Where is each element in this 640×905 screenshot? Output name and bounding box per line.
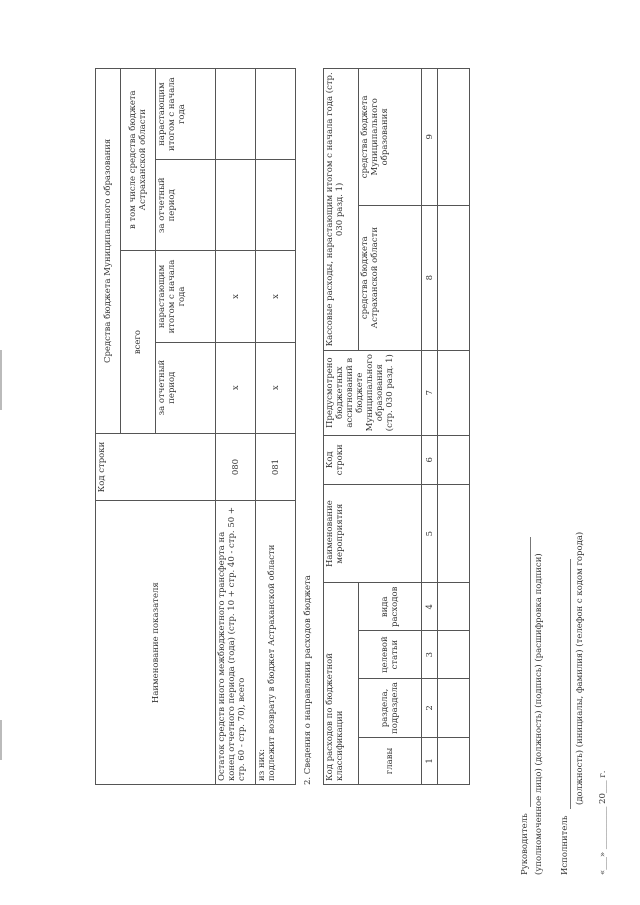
executor-label: Исполнитель <box>560 815 570 875</box>
header-total: всего <box>121 251 156 433</box>
row-080-value: x <box>216 342 256 433</box>
column-number: 1 <box>422 737 438 784</box>
header-razdel: раздела, подраздела <box>359 678 422 737</box>
empty-cell <box>438 631 470 679</box>
row-080-value: x <box>216 251 256 342</box>
row-080-code: 080 <box>216 433 256 501</box>
column-number: 2 <box>422 678 438 737</box>
header-glava: главы <box>359 737 422 784</box>
column-number: 4 <box>422 583 438 631</box>
header-name: Наименование показателя <box>96 501 216 785</box>
head-label: Руководитель <box>520 813 530 875</box>
row-081-value <box>256 160 296 251</box>
row-080-value <box>216 69 256 160</box>
column-number: 8 <box>422 205 438 350</box>
column-number: 5 <box>422 484 438 582</box>
empty-cell <box>438 678 470 737</box>
empty-cell <box>438 484 470 582</box>
column-number: 9 <box>422 69 438 206</box>
header-incl-region: в том числе средства бюджета Астраханской области <box>121 69 156 251</box>
header-cumulative: нарастающим итогом с начала года <box>156 69 216 160</box>
head-signature-line <box>530 537 531 807</box>
column-number: 6 <box>422 435 438 484</box>
header-code: Код строки <box>96 433 216 501</box>
expenses-table <box>323 68 470 785</box>
header-code: Код строки <box>324 435 422 484</box>
row-081-code: 081 <box>256 433 296 501</box>
row-081-name-line1: из них: <box>257 749 267 781</box>
empty-cell <box>438 435 470 484</box>
header-period: за отчетный период <box>156 342 216 433</box>
row-080-name: Остаток средств иного межбюджетного трансферта на конец отчетного периода (года) (стр. 10 + стр. 40 - стр. 50 + стр. 60 - стр. 70), всего <box>216 501 256 785</box>
header-planned: Предусмотрено бюджетных ассигнований в бюджете Муниципального образования (стр. 030 разд. 1) <box>324 350 422 435</box>
row-081-value: x <box>256 251 296 342</box>
empty-cell <box>438 350 470 435</box>
empty-cell <box>438 583 470 631</box>
header-vid: вида расходов <box>359 583 422 631</box>
empty-cell <box>438 69 470 206</box>
head-roles: (уполномоченное лицо) (должность) (подпись) (расшифровка подписи) <box>534 553 544 875</box>
header-statya: целевой статьи <box>359 631 422 679</box>
row-081-name-line2: подлежит возврату в бюджет Астраханской области <box>267 544 277 781</box>
balance-table <box>95 68 296 785</box>
header-kbk: Код расходов по бюджетной классификации <box>324 583 359 785</box>
header-cash: Кассовые расходы, нарастающим итогом с начала года (стр. 030 разд. 1) <box>324 69 359 351</box>
header-event: Наименование мероприятия <box>324 484 422 582</box>
row-081-name <box>256 501 296 785</box>
row-081-value <box>256 69 296 160</box>
header-cash-region: средства бюджета Астраханской области <box>359 205 422 350</box>
header-cumulative: нарастающим итогом с начала года <box>156 251 216 342</box>
executor-roles: (должность) (инициалы, фамилия) (телефон с кодом города) <box>575 531 585 805</box>
row-081-value: x <box>256 342 296 433</box>
date-line: «___» __________ 20___ г. <box>598 770 608 875</box>
executor-signature-line <box>570 559 571 809</box>
empty-cell <box>438 205 470 350</box>
header-funds: Средства бюджета Муниципального образования <box>96 69 121 434</box>
empty-cell <box>438 737 470 784</box>
header-period: за отчетный период <box>156 160 216 251</box>
row-080-value <box>216 160 256 251</box>
column-number: 3 <box>422 631 438 679</box>
section-2-title: 2. Сведения о направлении расходов бюджета <box>303 575 313 785</box>
header-cash-mo: средства бюджета Муниципального образования <box>359 69 422 206</box>
column-number: 7 <box>422 350 438 435</box>
